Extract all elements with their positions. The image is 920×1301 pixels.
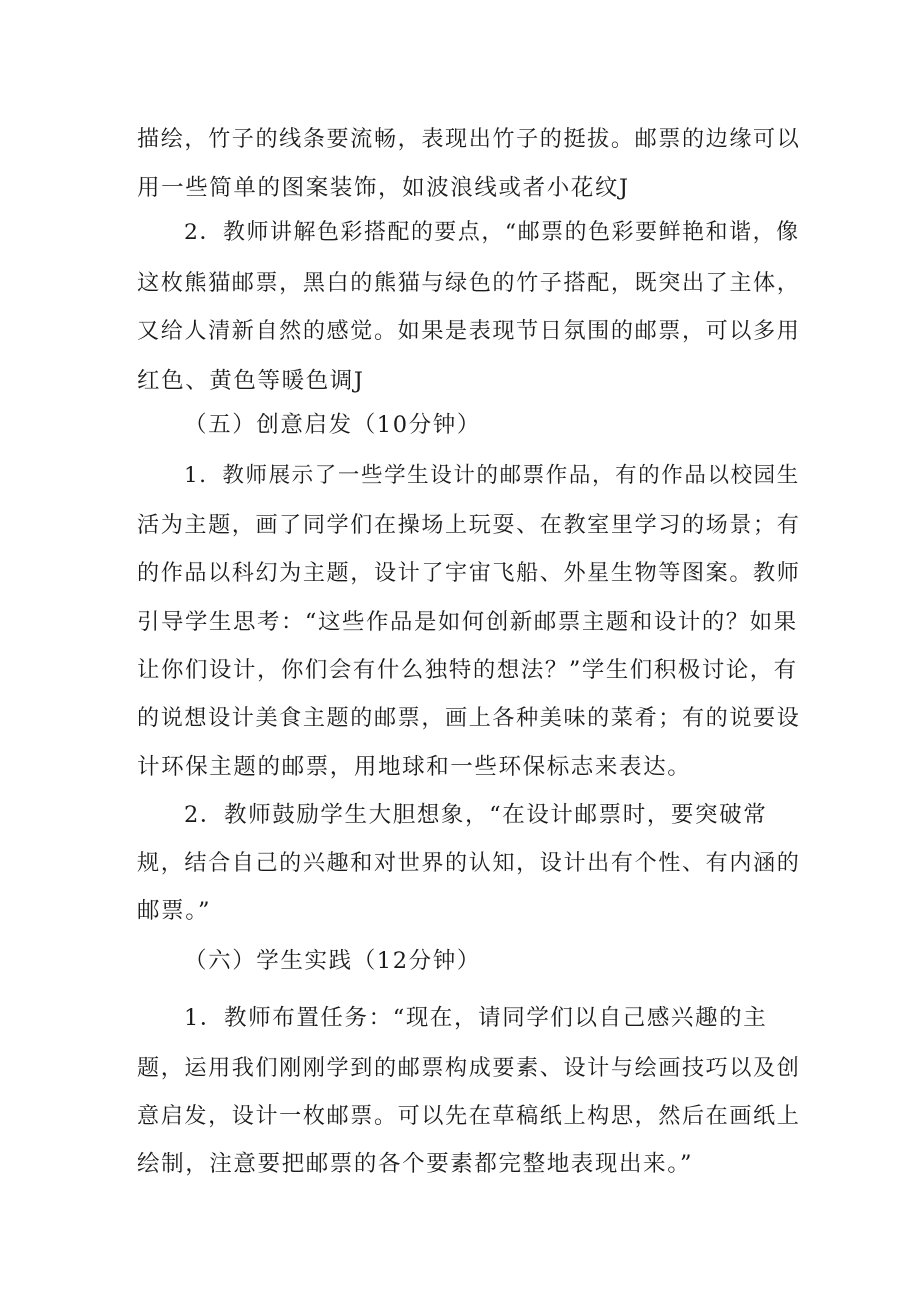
text-line-11: 引导学生思考：“这些作品是如何创新邮票主题和设计的？如果 (137, 609, 798, 635)
text-line-4: 这枚熊猫邮票，黑白的熊猫与绿色的竹子搭配，既突出了主体， (137, 270, 801, 296)
text-line-20: 题，运用我们刚刚学到的邮票构成要素、设计与绘画技巧以及创 (137, 1055, 801, 1081)
text-line-14: 计环保主题的邮票，用地球和一些环保标志来表达。 (137, 754, 692, 780)
text-line-16: 规，结合自己的兴趣和对世界的认知，设计出有个性、有内涵的 (137, 850, 801, 876)
text-line-21: 意启发，设计一枚邮票。可以先在草稿纸上构思，然后在画纸上 (137, 1103, 801, 1129)
text-line-9: 活为主题，画了同学们在操场上玩耍、在教室里学习的场景；有 (137, 512, 801, 538)
text-line-12: 让你们设计，你们会有什么独特的想法？”学生们积极讨论，有 (137, 657, 798, 683)
text-line-1: 描绘，竹子的线条要流畅，表现出竹子的挺拔。邮票的边缘可以 (137, 126, 801, 152)
text-line-3: 2．教师讲解色彩搭配的要点，“邮票的色彩要鲜艳和谐，像 (184, 220, 800, 245)
text-line-10: 的作品以科幻为主题，设计了宇宙飞船、外星生物等图案。教师 (137, 560, 801, 586)
section-heading-6: （六）学生实践（12分钟） (184, 948, 481, 974)
section-heading-5: （五）创意启发（10分钟） (184, 412, 481, 438)
text-line-6: 红色、黄色等暖色调J (137, 368, 365, 394)
text-line-19: 1．教师布置任务：“现在，请同学们以自己感兴趣的主 (184, 1005, 768, 1031)
text-line-22: 绘制，注意要把邮票的各个要素都完整地表现出来。” (137, 1151, 694, 1177)
text-line-15: 2．教师鼓励学生大胆想象，“在设计邮票时，要突破常 (184, 802, 768, 828)
text-line-17: 邮票。” (137, 898, 212, 924)
text-line-2: 用一些简单的图案装饰，如波浪线或者小花纹J (137, 175, 630, 201)
text-line-5: 又给人清新自然的感觉。如果是表现节日氛围的邮票，可以多用 (137, 318, 801, 344)
text-line-13: 的说想设计美食主题的邮票，画上各种美味的菜肴；有的说要设 (137, 705, 801, 731)
text-line-8: 1．教师展示了一些学生设计的邮票作品，有的作品以校园生 (184, 463, 800, 488)
